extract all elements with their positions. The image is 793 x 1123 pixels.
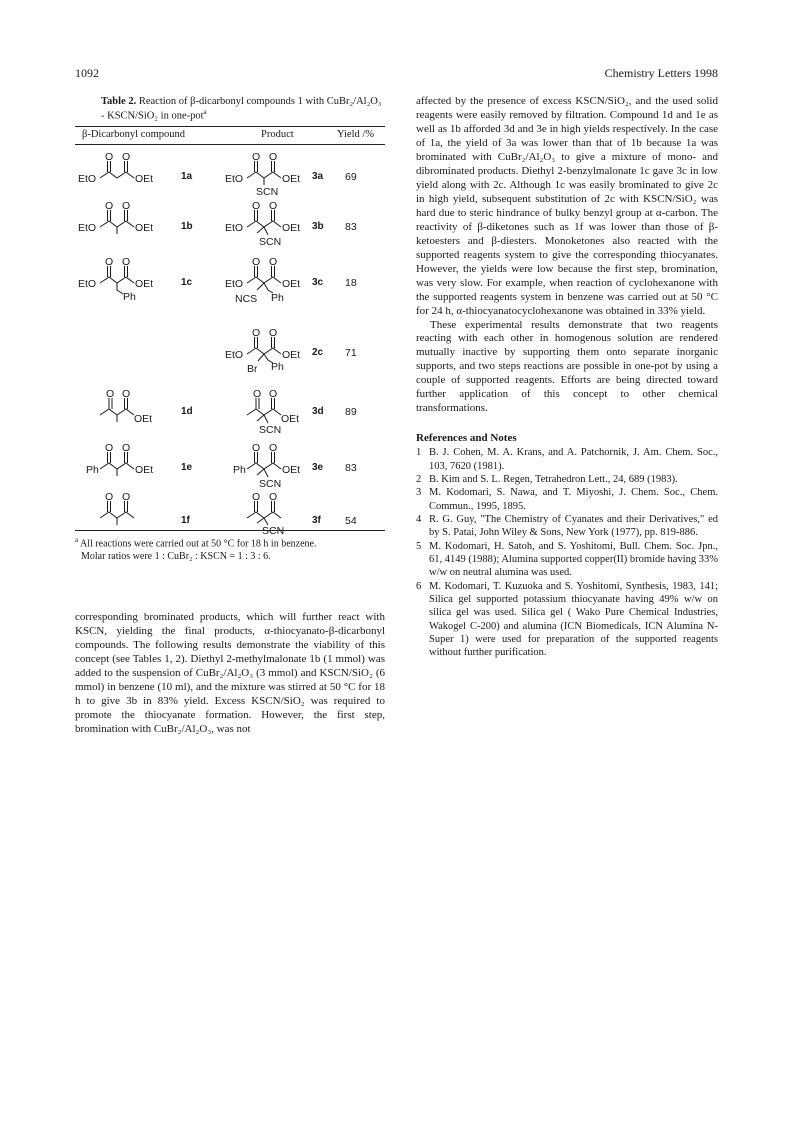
reference-text: M. Kodomari, H. Satoh, and S. Yoshitomi, Bull. Chem. Soc. Jpn., 61, 4149 (1988); Alumina supported copper(II) bromide having 33% w/w on neutral alumina was used. <box>429 540 718 579</box>
reference-text: B. Kim and S. L. Regen, Tetrahedron Lett., 24, 689 (1983). <box>429 473 678 485</box>
page-number: 1092 <box>75 66 99 80</box>
ph-label: Ph <box>271 291 284 304</box>
reference-item <box>416 513 718 540</box>
o-label: O <box>252 490 261 503</box>
oet-label: OEt <box>135 463 154 476</box>
oet-label: OEt <box>282 348 301 361</box>
structure-1e <box>78 442 168 487</box>
structure-1a <box>78 151 168 192</box>
structure-3f <box>225 491 325 542</box>
o-label: O <box>106 387 115 400</box>
product-id: 3b <box>312 220 324 232</box>
yield-value: 89 <box>345 405 357 418</box>
scn-label: SCN <box>259 235 282 248</box>
o-label: O <box>252 326 261 339</box>
ncs-label: NCS <box>235 292 258 305</box>
structure-1b <box>78 200 168 245</box>
references-heading: References and Notes <box>416 432 517 445</box>
reference-text: M. Kodomari, S. Nawa, and T. Miyoshi, J. Chem. Soc., Chem. Commun., 1995, 1895. <box>429 487 718 512</box>
structure-1d <box>78 388 168 435</box>
yield-value: 83 <box>345 220 357 233</box>
oet-label: OEt <box>282 221 301 234</box>
eto-label: EtO <box>78 277 97 290</box>
o-label: O <box>122 150 131 163</box>
o-label: O <box>105 150 114 163</box>
oet-label: OEt <box>281 412 300 425</box>
reference-item <box>416 446 718 473</box>
structure-2c <box>225 327 325 382</box>
oet-label: OEt <box>134 412 153 425</box>
reference-number: 2 <box>416 473 422 485</box>
eto-label: EtO <box>225 172 244 185</box>
scn-label: SCN <box>256 185 279 198</box>
o-label: O <box>269 326 278 339</box>
compound-id: 1b <box>181 220 193 232</box>
table-caption-text: Reaction of β-dicarbonyl compounds 1 with CuBr₂/Al₂O₃ - KSCN/SiO₂ in one-pot <box>101 96 382 122</box>
journal-name: Chemistry Letters 1998 <box>604 66 718 80</box>
compound-id: 1c <box>181 276 193 288</box>
yield-value: 18 <box>345 276 357 289</box>
product-id: 3e <box>312 461 324 473</box>
reference-number: 4 <box>416 513 422 525</box>
footnote-line-1: All reactions were carried out at 50 °C for 18 h in benzene. <box>78 538 317 550</box>
reference-text: B. J. Cohen, M. A. Krans, and A. Patchornik, J. Am. Chem. Soc., 103, 7620 (1981). <box>429 447 718 472</box>
reference-text: R. G. Guy, "The Chemistry of Cyanates and their Derivatives," ed by S. Patai, John Wiley & Sons, New York (1977), pp. 819-886. <box>429 513 718 539</box>
left-body-text <box>75 611 385 737</box>
ph-label: Ph <box>233 463 246 476</box>
structure-3a <box>225 151 325 202</box>
references-list <box>416 446 718 659</box>
ph-label: Ph <box>86 463 99 476</box>
yield-value: 54 <box>345 514 357 527</box>
structure-3d <box>225 388 325 443</box>
structure-3b <box>225 200 325 255</box>
ph-label: Ph <box>271 360 284 373</box>
yield-value: 83 <box>345 461 357 474</box>
yield-value: 71 <box>345 346 357 359</box>
scn-label: SCN <box>259 423 282 436</box>
column-header-yield: Yield /% <box>337 128 375 140</box>
br-label: Br <box>247 362 258 375</box>
o-label: O <box>252 441 261 454</box>
o-label: O <box>252 150 261 163</box>
o-label: O <box>269 490 278 503</box>
yield-value: 69 <box>345 170 357 183</box>
product-id: 3d <box>312 405 324 417</box>
scn-label: SCN <box>259 477 282 490</box>
eto-label: EtO <box>225 348 244 361</box>
oet-label: OEt <box>282 463 301 476</box>
right-paragraph-1: affected by the presence of excess KSCN/SiO₂, and the used solid reagents were easily removed by filtration. Compound 1d and 1e as well as 1b afforded 3d and 3e in high yields respectively. In the case of 1a, the yield of 3a was lower than that of 1b because 1a was brominated with CuBr₂/Al₂O₃ to give a mixture of mono- and dibrominated products. Diethyl 2-benzylmalonate 1c gave 3c in low yield along with 2c. Although 1c was easily brominated to give 2c in high yield, subsequent substitution of 2c with KSCN/SiO₂ was hard due to steric hindrance of bulky benzyl group at α-carbon. The reactivity of β-diketones such as 1f was lower than those of β-ketoesters and β-diesters. Monoketones also reacted with the supported reagents system to give the corresponding thiocyanates. However, the yields were low because the first step, bromination, was very slow. For example, when reaction of cyclohexanone with the supported reagents system in benzene was carried out at 50 °C for 24 h, α-thiocyanatocyclohexanone was obtained in 33% yield. <box>416 95 718 317</box>
product-id: 3f <box>312 514 321 526</box>
footnote-line-2: Molar ratios were 1 : CuBr₂ : KSCN = 1 : 3 : 6. <box>81 551 271 563</box>
oet-label: OEt <box>135 221 154 234</box>
left-column <box>75 95 385 737</box>
compound-id: 1f <box>181 514 190 526</box>
eto-label: EtO <box>78 172 97 185</box>
reference-number: 3 <box>416 487 422 499</box>
o-label: O <box>122 490 131 503</box>
table-caption <box>101 95 385 123</box>
ph-label: Ph <box>123 290 136 303</box>
compound-id: 1e <box>181 461 193 473</box>
structure-3c <box>225 256 325 311</box>
reference-number: 5 <box>416 540 422 552</box>
o-label: O <box>252 255 261 268</box>
o-label: O <box>122 199 131 212</box>
footnote-sup: a <box>75 535 79 544</box>
table-header <box>75 127 385 144</box>
o-label: O <box>253 387 262 400</box>
table-caption-label: Table 2. <box>101 96 137 107</box>
structure-3e <box>225 442 325 497</box>
column-header-compound: β-Dicarbonyl compound <box>82 128 186 140</box>
reference-text: M. Kodomari, T. Kuzuoka and S. Yoshitomi, Synthesis, 1983, 141; Silica gel supported potassium thiocyanate having 49% w/w on silica gel was used. Silica gel ( Wako Pure Chemical Industries, Wakogel C-200) and alumina (ICN Biomedicals, ICN Alumina N-Super 1) were used for preparation of the supported reagents without further purification. <box>429 580 718 659</box>
reference-number: 1 <box>416 447 422 459</box>
oet-label: OEt <box>282 277 301 290</box>
o-label: O <box>269 199 278 212</box>
product-id: 3a <box>312 170 324 182</box>
right-body-text <box>416 95 718 416</box>
o-label: O <box>122 387 131 400</box>
o-label: O <box>105 490 114 503</box>
o-label: O <box>105 199 114 212</box>
o-label: O <box>122 441 131 454</box>
reference-item <box>416 540 718 580</box>
structure-1c <box>78 256 168 311</box>
eto-label: EtO <box>78 221 97 234</box>
o-label: O <box>269 387 278 400</box>
o-label: O <box>269 150 278 163</box>
right-paragraph-2: These experimental results demonstrate that two reagents reacting with each other in homogenous solution are rendered mutually inactive by supporting them onto separate inorganic supports, and two steps reactions are possible in one-pot by using a couple of supported reagents. Efforts are being directed toward further application of this concept to other chemical transformations. <box>416 318 718 415</box>
o-label: O <box>105 255 114 268</box>
reference-item <box>416 473 718 486</box>
reference-item <box>416 486 718 513</box>
table-body <box>75 145 385 537</box>
oet-label: OEt <box>135 172 154 185</box>
table-caption-sup: a <box>203 108 207 117</box>
structure-1f <box>78 491 168 536</box>
column-header-product: Product <box>261 128 294 140</box>
o-label: O <box>269 441 278 454</box>
compound-id: 1d <box>181 405 193 417</box>
left-paragraph: corresponding brominated products, which will further react with KSCN, yielding the final products, α-thiocyanato-β-dicarbonyl compounds. The following results demonstrate the viability of this concept (see Tables 1, 2). Diethyl 2-methylmalonate 1b (1 mmol) was added to the suspension of CuBr₂/Al₂O₃ (3 mmol) and KSCN/SiO₂ (6 mmol) in benzene (10 ml), and the mixture was stirred at 50 °C for 18 h to give 3b in 83% yield. Excess KSCN/SiO₂ was required to promote the thiocyanate formation. However, the first step, bromination with CuBr₂/Al₂O₃, was not <box>75 611 385 735</box>
product-id: 3c <box>312 276 324 288</box>
eto-label: EtO <box>225 277 244 290</box>
oet-label: OEt <box>135 277 154 290</box>
compound-id: 1a <box>181 170 193 182</box>
o-label: O <box>252 199 261 212</box>
reference-number: 6 <box>416 580 422 592</box>
scn-label: SCN <box>262 524 285 537</box>
oet-label: OEt <box>282 172 301 185</box>
right-column <box>416 95 718 660</box>
reference-item <box>416 580 718 660</box>
o-label: O <box>105 441 114 454</box>
product-id: 2c <box>312 346 324 358</box>
eto-label: EtO <box>225 221 244 234</box>
o-label: O <box>269 255 278 268</box>
o-label: O <box>122 255 131 268</box>
